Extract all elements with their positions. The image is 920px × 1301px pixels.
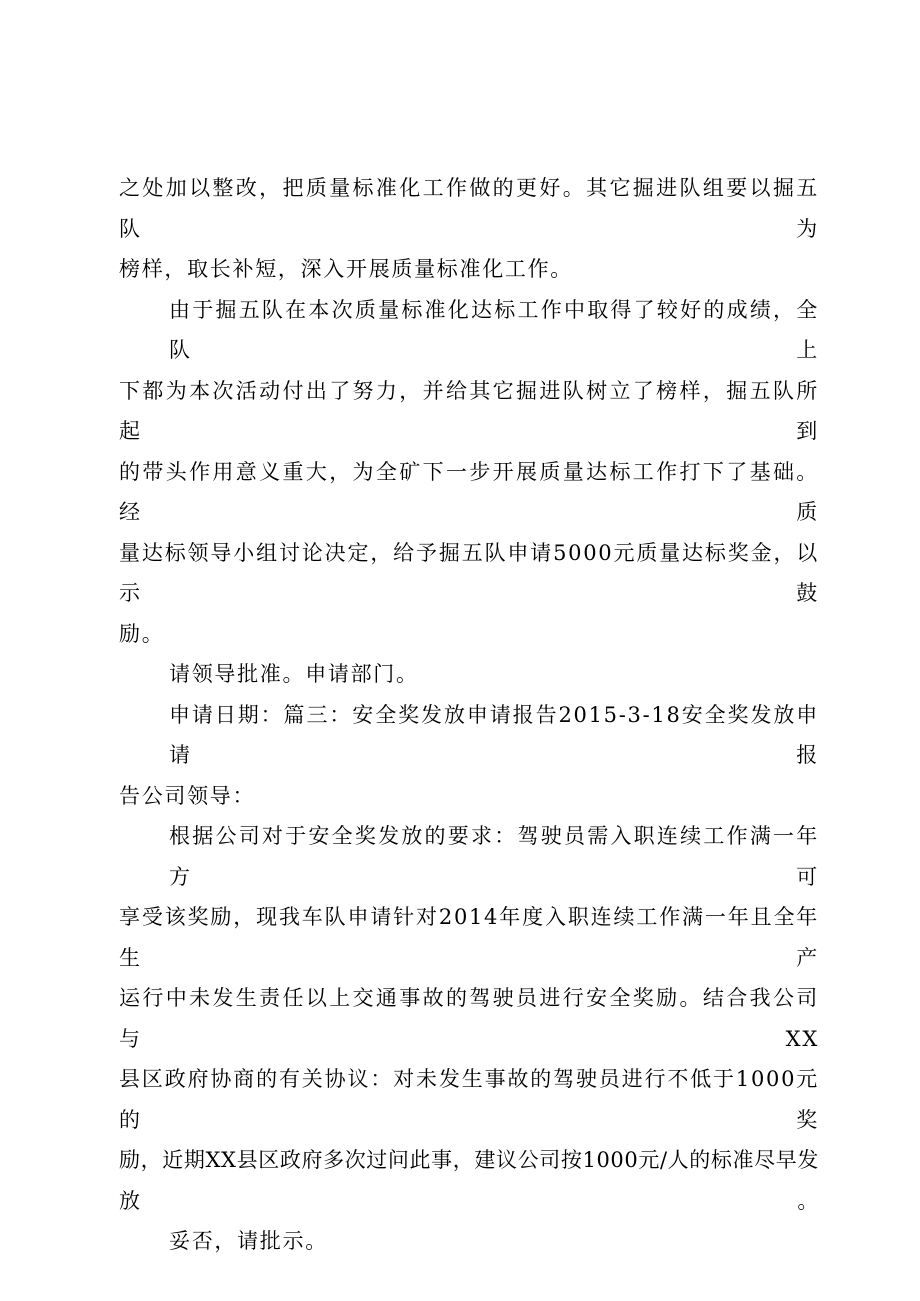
document-body [119,168,819,1262]
text-line: 申请日期：篇三：安全奖发放申请报告2015-3-18安全奖发放申请报 [169,702,819,767]
text-line: 告公司领导： [119,783,256,808]
text-line: 根据公司对于安全奖发放的要求：驾驶员需入职连续工作满一年方可 [169,824,819,889]
text-line: 县区政府协商的有关协议：对未发生事故的驾驶员进行不低于1000元的奖 [119,1067,819,1132]
text-line: 妥否，请批示。 [169,1229,328,1253]
paragraph-3 [119,654,819,695]
text-line: 的带头作用意义重大，为全矿下一步开展质量达标工作打下了基础。经质 [119,459,819,524]
paragraph-6 [119,1221,819,1262]
text-line: 下都为本次活动付出了努力，并给其它掘进队树立了榜样，掘五队所起到 [119,378,819,443]
text-line: 量达标领导小组讨论决定，给予掘五队申请5000元质量达标奖金，以示鼓 [119,540,819,605]
paragraph-2 [119,290,819,655]
paragraph-4 [119,695,819,817]
paragraph-5 [119,816,819,1221]
text-line: 享受该奖励，现我车队申请针对2014年度入职连续工作满一年且全年生产 [119,905,819,970]
text-line: 榜样，取长补短，深入开展质量标准化工作。 [119,257,573,281]
text-line: 由于掘五队在本次质量标准化达标工作中取得了较好的成绩，全队上 [169,297,819,362]
paragraph-1 [119,168,819,290]
text-line: 运行中未发生责任以上交通事故的驾驶员进行安全奖励。结合我公司与XX [119,986,819,1051]
text-line: 请领导批准。申请部门。 [169,662,419,686]
text-line: 之处加以整改，把质量标准化工作做的更好。其它掘进队组要以掘五队为 [119,176,819,241]
text-line: 励，近期XX县区政府多次过问此事，建议公司按1000元/人的标准尽早发放。 [119,1148,819,1213]
text-line: 励。 [119,621,165,646]
